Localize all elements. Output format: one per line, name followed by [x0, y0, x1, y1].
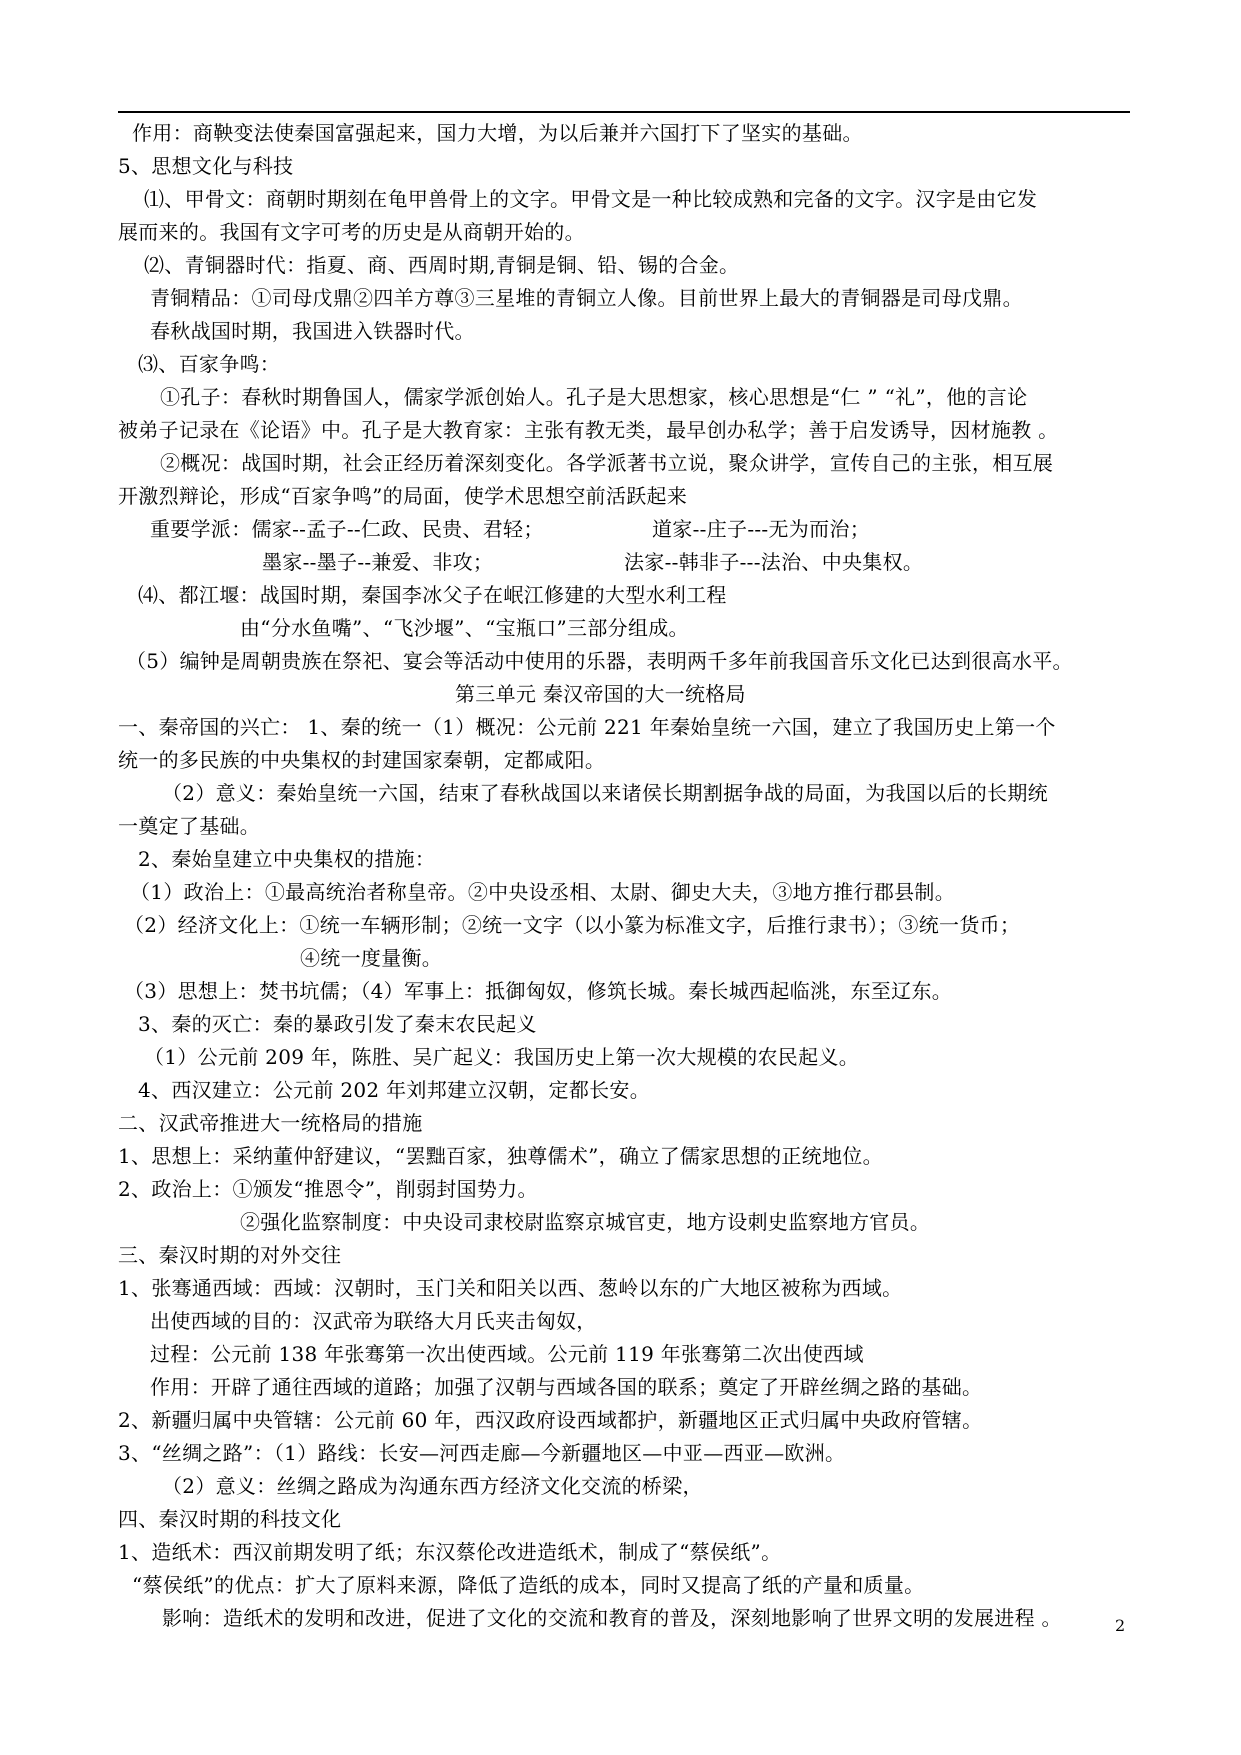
text-line: ①孔子：春秋时期鲁国人，儒家学派创始人。孔子是大思想家，核心思想是“仁 ” “礼”，他的言论 — [160, 385, 1028, 409]
text-line: 1、张骞通西域：西域：汉朝时，玉门关和阳关以西、葱岭以东的广大地区被称为西域。 — [118, 1276, 903, 1300]
text-line: 开激烈辩论，形成“百家争鸣”的局面，使学术思想空前活跃起来 — [118, 484, 688, 508]
text-line: 被弟子记录在《论语》中。孔子是大教育家：主张有教无类，最早创办私学；善于启发诱导，因材施教 。 — [118, 418, 1059, 442]
text-line: 2、新疆归属中央管辖：公元前 60 年，西汉政府设西域都护，新疆地区正式归属中央政府管辖。 — [118, 1408, 983, 1432]
section-heading: 二、汉武帝推进大一统格局的措施 — [118, 1111, 423, 1135]
text-line: （1）公元前 209 年，陈胜、吴广起义：我国历史上第一次大规模的农民起义。 — [144, 1045, 860, 1069]
text-line: （2）意义：丝绸之路成为沟通东西方经济文化交流的桥梁， — [162, 1474, 703, 1498]
text-line: 1、思想上：采纳董仲舒建议，“罢黜百家，独尊儒术”，确立了儒家思想的正统地位。 — [118, 1144, 883, 1168]
text-line: ②强化监察制度：中央设司隶校尉监察京城官吏，地方设刺史监察地方官员。 — [240, 1210, 931, 1234]
text-line: （3）思想上：焚书坑儒；（4）军事上：抵御匈奴，修筑长城。秦长城西起临洮，东至辽东。 — [124, 979, 953, 1003]
text-line: 3、秦的灭亡：秦的暴政引发了秦末农民起义 — [138, 1012, 537, 1036]
text-line: 2、政治上：①颁发“推恩令”，削弱封国势力。 — [118, 1177, 538, 1201]
section-heading: 5、思想文化与科技 — [118, 154, 294, 178]
unit-title: 第三单元 秦汉帝国的大一统格局 — [455, 682, 746, 706]
text-line: 4、西汉建立：公元前 202 年刘邦建立汉朝，定都长安。 — [138, 1078, 651, 1102]
text-line: ④统一度量衡。 — [300, 946, 443, 970]
text-line: （2）经济文化上：①统一车辆形制；②统一文字（以小篆为标准文字，后推行隶书）；③统一货币； — [124, 913, 1021, 937]
text-line: ⑶、百家争鸣： — [138, 352, 281, 376]
text-line: 作用：开辟了通往西域的道路；加强了汉朝与西域各国的联系；奠定了开辟丝绸之路的基础。 — [150, 1375, 983, 1399]
text-line: ⑵、青铜器时代：指夏、商、西周时期,青铜是铜、铅、锡的合金。 — [144, 253, 740, 277]
text-line: 3、“丝绸之路”：（1）路线：长安—河西走廊—今新疆地区—中亚—西亚—欧洲。 — [118, 1441, 846, 1465]
text-line: 一奠定了基础。 — [118, 814, 261, 838]
school-mo: 墨家--墨子--兼爱、非攻； — [262, 550, 494, 574]
text-line: （1）政治上：①最高统治者称皇帝。②中央设丞相、太尉、御史大夫，③地方推行郡县制。 — [130, 880, 956, 904]
text-line: 春秋战国时期，我国进入铁器时代。 — [150, 319, 475, 343]
school-dao: 道家--庄子---无为而治； — [652, 517, 870, 541]
text-line: 1、造纸术：西汉前期发明了纸；东汉蔡伦改进造纸术，制成了“蔡侯纸”。 — [118, 1540, 782, 1564]
text-line: “蔡侯纸”的优点：扩大了原料来源，降低了造纸的成本，同时又提高了纸的产量和质量。 — [132, 1573, 925, 1597]
text-line: 展而来的。我国有文字可考的历史是从商朝开始的。 — [118, 220, 585, 244]
text-line: （5）编钟是周朝贵族在祭祀、宴会等活动中使用的乐器，表明两千多年前我国音乐文化已达到很高水平。 — [126, 649, 1073, 673]
text-line: ②概况：战国时期，社会正经历着深刻变化。各学派著书立说，聚众讲学，宣传自己的主张，相互展 — [160, 451, 1054, 475]
header-rule — [118, 111, 1130, 113]
text-line: 青铜精品：①司母戊鼎②四羊方尊③三星堆的青铜立人像。目前世界上最大的青铜器是司母戊鼎。 — [150, 286, 1023, 310]
text-line: 出使西域的目的：汉武帝为联络大月氏夹击匈奴， — [150, 1309, 597, 1333]
text-line: 由“分水鱼嘴”、“飞沙堰”、“宝瓶口”三部分组成。 — [240, 616, 689, 640]
text-line: 统一的多民族的中央集权的封建国家秦朝，定都咸阳。 — [118, 748, 606, 772]
school-ru: 重要学派：儒家--孟子--仁政、民贵、君轻； — [150, 517, 544, 541]
section-heading: 四、秦汉时期的科技文化 — [118, 1507, 342, 1531]
school-fa: 法家--韩非子---法治、中央集权。 — [624, 550, 924, 574]
text-line: ⑴、甲骨文：商朝时期刻在龟甲兽骨上的文字。甲骨文是一种比较成熟和完备的文字。汉字是由它发 — [144, 187, 1038, 211]
text-line: 一、秦帝国的兴亡： 1、秦的统一（1）概况：公元前 221 年秦始皇统一六国，建立了我国历史上第一个 — [118, 715, 1056, 739]
section-heading: 三、秦汉时期的对外交往 — [118, 1243, 342, 1267]
text-line: 影响：造纸术的发明和改进，促进了文化的交流和教育的普及，深刻地影响了世界文明的发展进程 。 — [162, 1606, 1062, 1630]
text-line: （2）意义：秦始皇统一六国，结束了春秋战国以来诸侯长期割据争战的局面，为我国以后的长期统 — [162, 781, 1048, 805]
text-line: ⑷、都江堰：战国时期，秦国李冰父子在岷江修建的大型水利工程 — [138, 583, 727, 607]
page-number: 2 — [1115, 1616, 1126, 1635]
text-line: 2、秦始皇建立中央集权的措施： — [138, 847, 436, 871]
text-line: 过程：公元前 138 年张骞第一次出使西域。公元前 119 年张骞第二次出使西域 — [150, 1342, 864, 1366]
text-line: 作用：商鞅变法使秦国富强起来，国力大增，为以后兼并六国打下了坚实的基础。 — [132, 121, 863, 145]
